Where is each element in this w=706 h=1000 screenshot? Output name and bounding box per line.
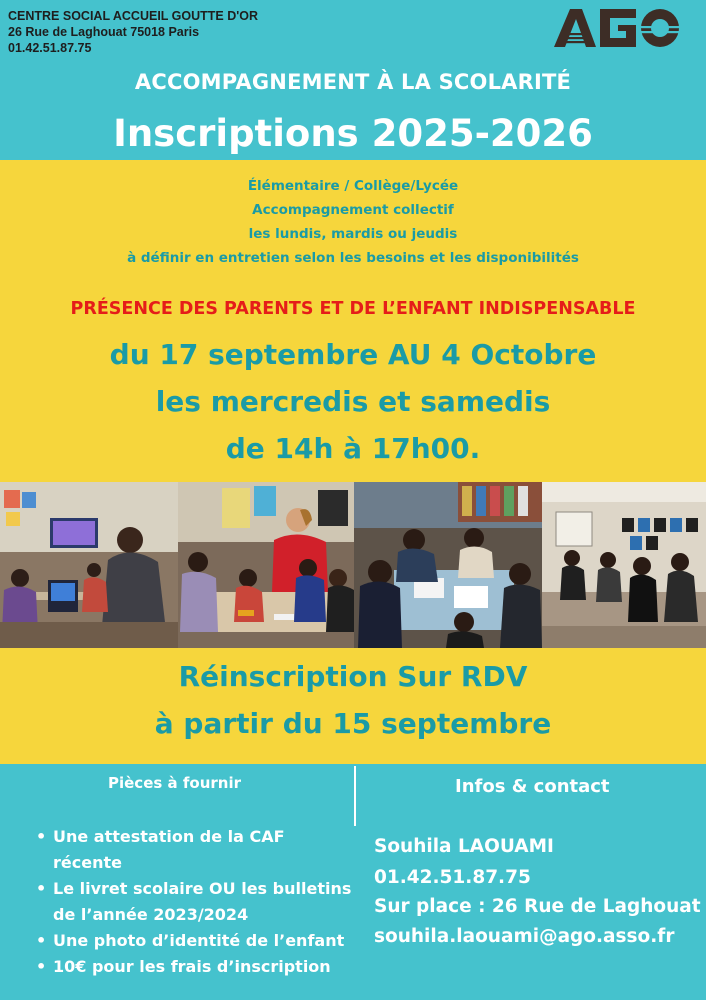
photo-group-activity: [178, 482, 354, 648]
reinscription-line2: à partir du 15 septembre: [154, 707, 552, 740]
list-item: • Une attestation de la CAF récente: [36, 824, 354, 876]
photo-strip: [0, 482, 706, 648]
list-item: • Une photo d’identité de l’enfant: [36, 928, 354, 954]
list-item: • Le livret scolaire OU les bulletins de l’année 2023/2024: [36, 876, 354, 928]
org-name: CENTRE SOCIAL ACCUEIL GOUTTE D'OR: [8, 9, 258, 23]
page-title: Inscriptions 2025-2026: [113, 112, 593, 155]
org-address: 26 Rue de Laghouat 75018 Paris: [8, 25, 200, 39]
ago-logo: [552, 7, 682, 49]
registration-days: les mercredis et samedis: [155, 385, 551, 418]
reinscription-line1: Réinscription Sur RDV: [178, 660, 528, 693]
contact-name: Souhila LAOUAMI: [374, 836, 554, 857]
contact-phone: 01.42.51.87.75: [374, 867, 531, 888]
registration-period: du 17 septembre AU 4 Octobre: [109, 338, 597, 371]
contact-email[interactable]: souhila.laouami@ago.asso.fr: [374, 926, 675, 947]
program-schedule-note: à définir en entretien selon les besoins et les disponibilités: [127, 250, 579, 266]
subtitle: ACCOMPAGNEMENT À LA SCOLARITÉ: [134, 70, 572, 94]
contact-address: Sur place : 26 Rue de Laghouat: [374, 896, 701, 917]
program-type: Accompagnement collectif: [252, 202, 454, 218]
documents-list: [36, 824, 354, 980]
list-item: • 10€ pour les frais d’inscription: [36, 954, 354, 980]
program-days: les lundis, mardis ou jeudis: [248, 226, 458, 242]
photo-kids-table: [354, 482, 542, 648]
contact-title: Infos & contact: [455, 776, 610, 797]
registration-hours: de 14h à 17h00.: [225, 432, 481, 465]
org-phone: 01.42.51.87.75: [8, 41, 92, 55]
header-section: [0, 0, 706, 160]
documents-title: Pièces à fournir: [108, 774, 241, 792]
column-divider: [354, 766, 356, 826]
program-levels: Élémentaire / Collège/Lycée: [247, 178, 459, 194]
photo-classroom: [0, 482, 178, 648]
photo-meeting-room: [542, 482, 706, 648]
parents-notice: PRÉSENCE DES PARENTS ET DE L’ENFANT INDISPENSABLE: [70, 299, 636, 319]
